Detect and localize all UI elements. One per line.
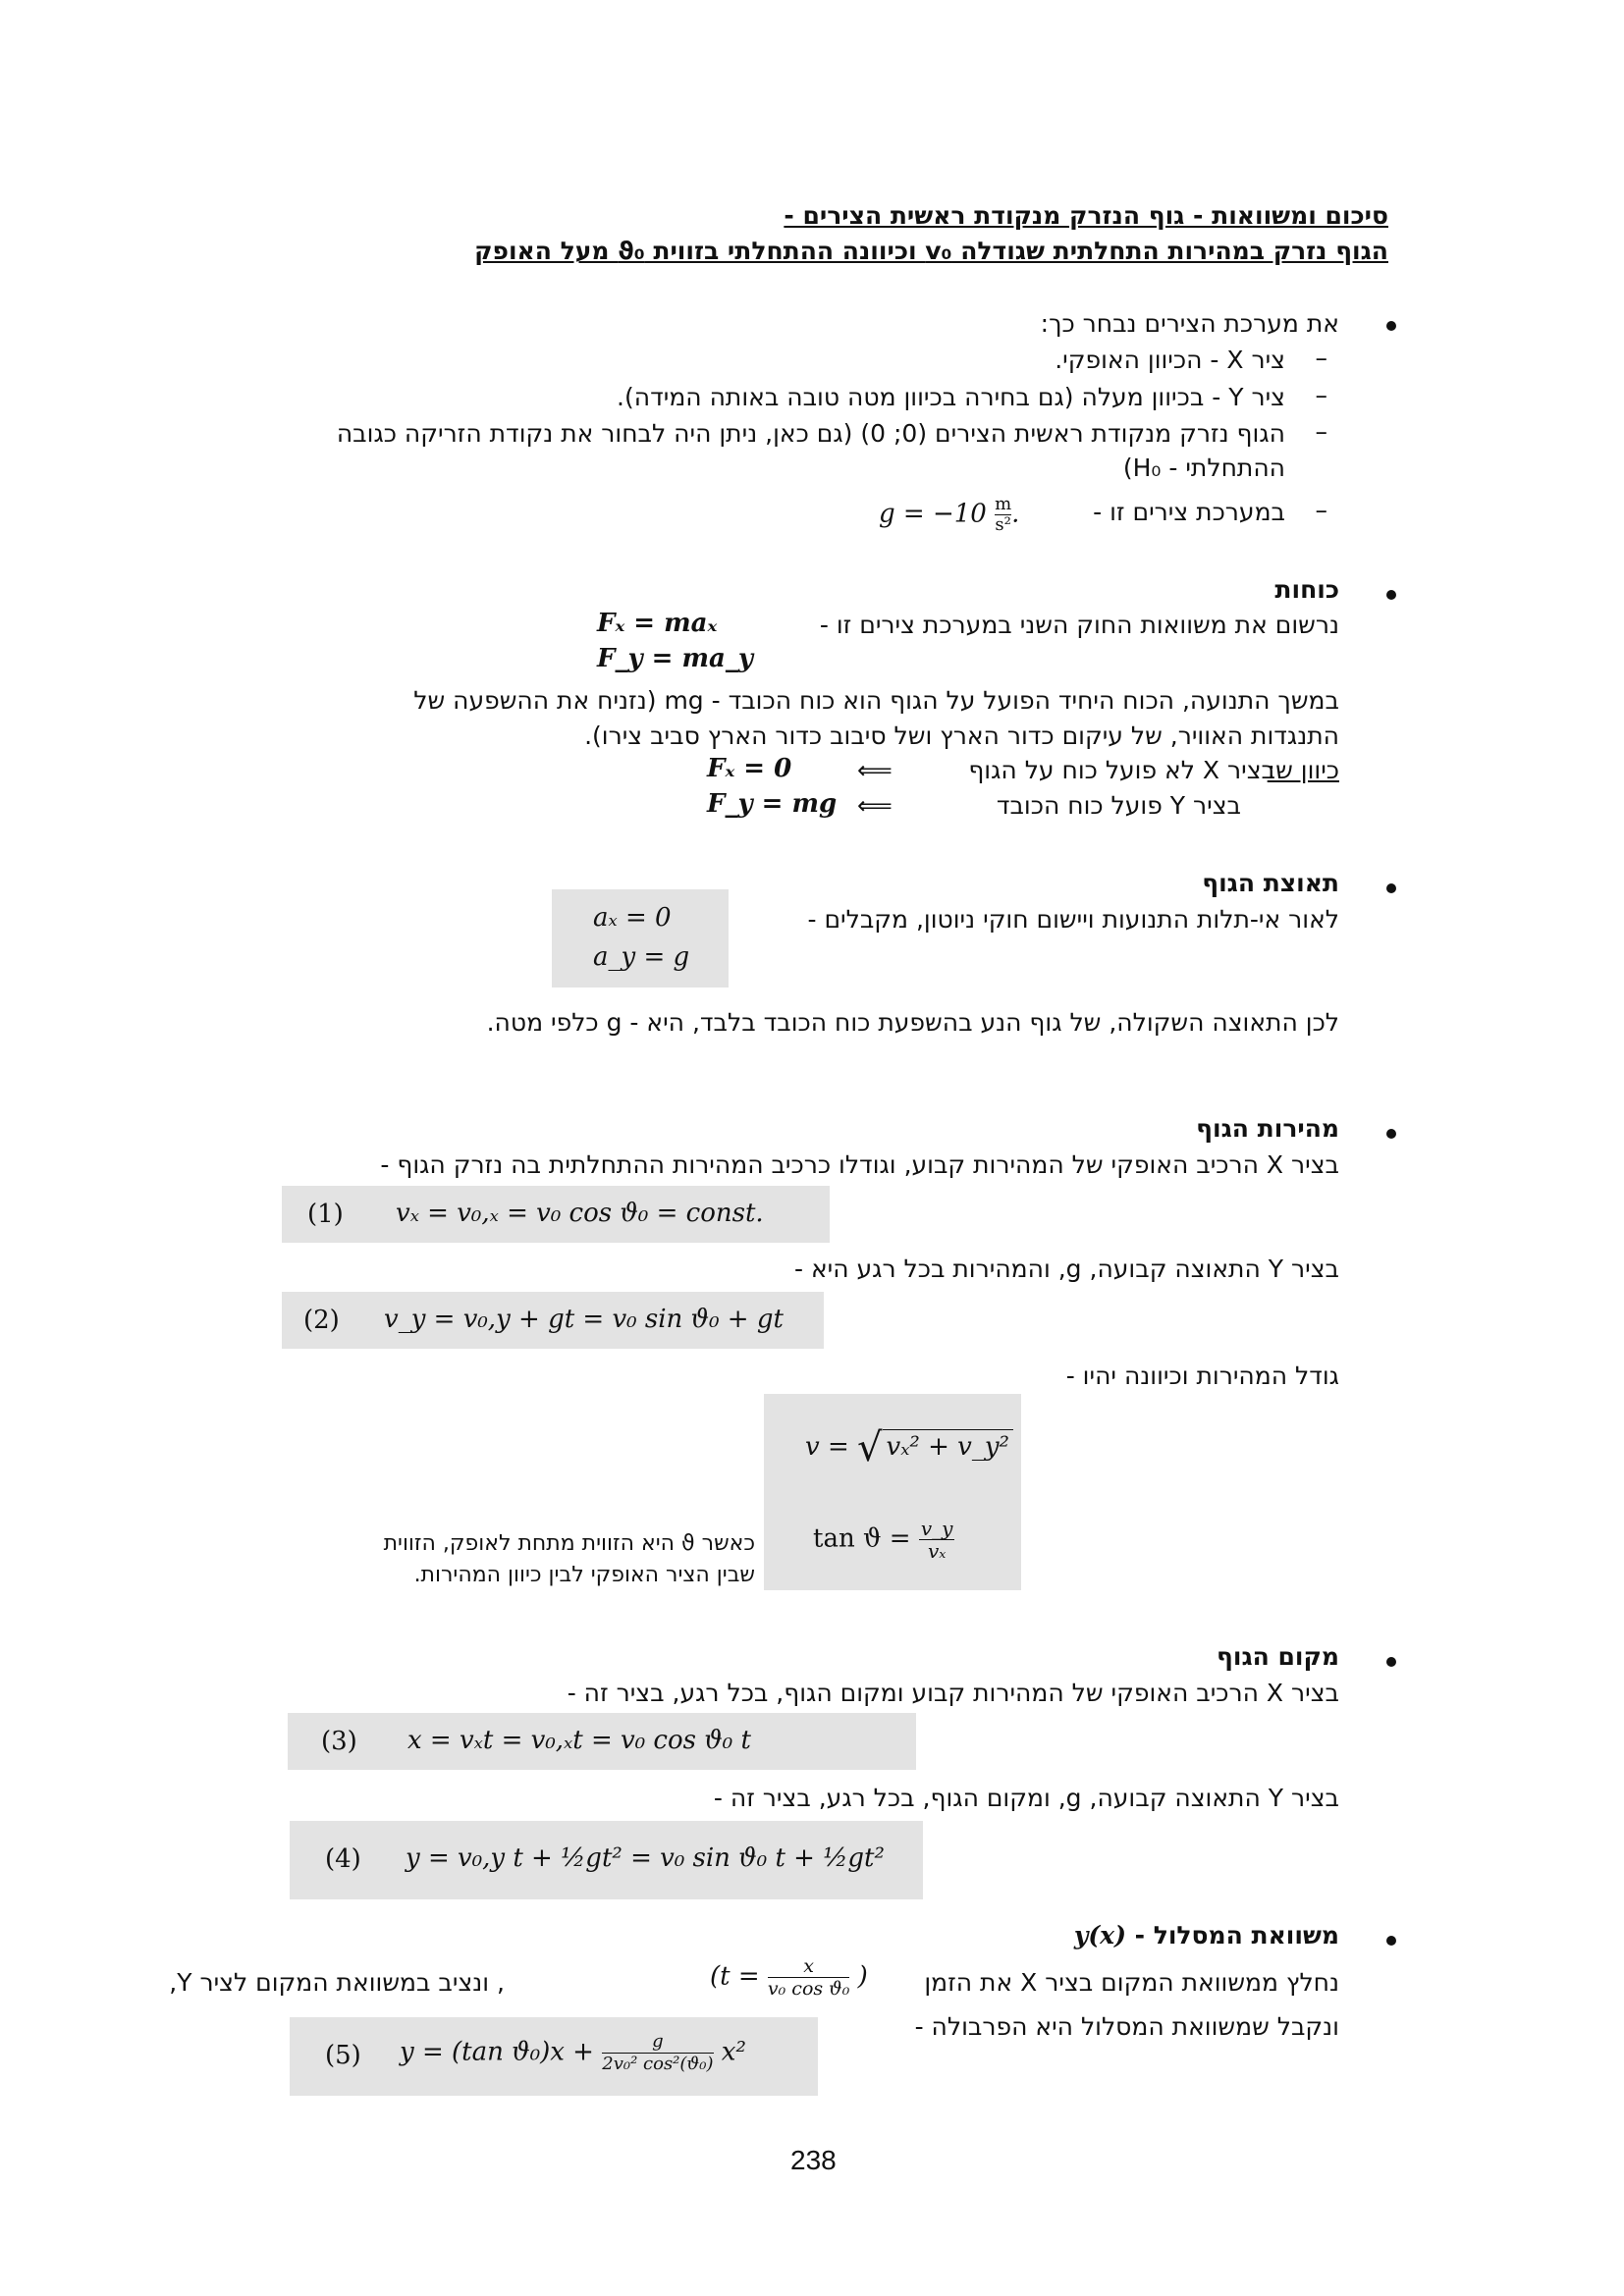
velocity-note-line1: כאשר ϑ היא הזווית מתחת לאופק, הזווית [383, 1531, 755, 1556]
trajectory-line2: ונקבל שמשוואת המסלול היא הפרבולה - [914, 2012, 1339, 2041]
forces-eq-x: Fₓ = maₓ [597, 609, 718, 638]
equation-box-4 [290, 1821, 923, 1899]
position-line2: בציר Y התאוצה קבועה, g, ומקום הגוף, בכל רגע, בציר זה - [713, 1784, 1339, 1812]
force-x-result: Fₓ = 0 [707, 754, 792, 783]
equation-number-5: (5) [325, 2041, 361, 2070]
g-equation: g = −10 $\frac{m}{\text{s²}}$ . [879, 494, 1020, 535]
dash: – [1315, 496, 1327, 524]
speed-equation: v = √ vₓ² + v_y² [805, 1425, 1013, 1470]
equation-number-3: (3) [321, 1727, 357, 1756]
position-line1: בציר X הרכיב האופקי של המהירות קבוע ומקום הגוף, בכל רגע, בציר זה - [567, 1679, 1339, 1707]
equation-box-1 [282, 1186, 830, 1243]
axes-intro: את מערכת הצירים נבחר כך: [1040, 309, 1339, 338]
velocity-magnitude-box [764, 1394, 1021, 1590]
equation-number-2: (2) [303, 1306, 340, 1335]
axes-item-origin: הגוף נזרק מנקודת ראשית הצירים (0; 0) (גם כאן, ניתן היה לבחור את נקודת הזריקה כגובה [336, 419, 1285, 448]
trajectory-heading [1074, 1921, 1339, 1949]
velocity-line2: בציר Y התאוצה קבועה, g, והמהירות בכל רגע היא - [793, 1255, 1339, 1283]
dash: – [1315, 417, 1327, 446]
implies-arrow-y: ⟸ [857, 791, 893, 820]
axes-item-x: ציר X - הכיוון האופקי. [1055, 346, 1285, 374]
page-title-line1: סיכום ומשוואות - גוף הנזרק מנקודת ראשית הצירים - [784, 201, 1388, 230]
force-y-result: F_y = mg [707, 789, 838, 819]
direction-label: כיוון ש: [1267, 756, 1339, 784]
position-heading: מקום הגוף [1217, 1642, 1339, 1671]
forces-line3: התנגדות האוויר, של עיקום כדור הארץ ושל סיבוב כדור הארץ סביב צירו). [584, 721, 1339, 750]
equation-5: y = (tan ϑ₀)x + $\frac{g}{\text{2v₀² cos²(ϑ₀)}}$ x² [400, 2031, 746, 2074]
bullet [1386, 1129, 1396, 1139]
velocity-line1: בציר X הרכיב האופקי של המהירות קבוע, וגודלו כרכיב המהירות ההתחלתית בה נזרק הגוף - [380, 1150, 1339, 1179]
equation-3: x = vₓt = v₀,ₓt = v₀ cos ϑ₀ t [407, 1726, 751, 1755]
accel-eq-y: a_y = g [593, 942, 690, 972]
forces-line2: במשך התנועה, הכוח היחיד הפועל על הגוף הוא כוח הכובד - mg (נזניח את ההשפעה של [413, 686, 1339, 715]
accel-heading: תאוצת הגוף [1202, 869, 1339, 897]
direction-equation: tan ϑ = $\frac{v\_y}{\text{vₓ}}$ [813, 1517, 953, 1563]
forces-heading: כוחות [1274, 575, 1339, 604]
bullet [1386, 883, 1396, 893]
page-title-line2: הגוף נזרק במהירות התחלתית שגודלה v₀ וכיוונה ההתחלתי בזווית ϑ₀ מעל האופק [474, 237, 1388, 265]
page-number: 238 [790, 2145, 837, 2175]
trajectory-line1-b: , ונציב במשוואת המקום לציר Y, [169, 1968, 505, 1997]
equation-4: y = v₀,y t + ½gt² = v₀ sin ϑ₀ t + ½gt² [406, 1843, 885, 1873]
direction-x: בציר X לא פועל כוח על הגוף [968, 756, 1275, 784]
accel-line1: לאור אי-תלות התנועות ויישום חוקי ניוטון, מקבלים - [807, 905, 1339, 934]
equation-box-5 [290, 2017, 818, 2096]
implies-arrow-x: ⟸ [857, 756, 893, 784]
bullet [1386, 321, 1396, 331]
velocity-line3: גודל המהירות וכיוונה יהיו - [1065, 1362, 1339, 1390]
axes-item-origin-cont: ההתחלתי - H₀) [1122, 454, 1285, 482]
bullet [1386, 590, 1396, 600]
equation-2: v_y = v₀,y + gt = v₀ sin ϑ₀ + gt [384, 1305, 784, 1334]
bullet [1386, 1936, 1396, 1946]
equation-box-3 [288, 1713, 916, 1770]
time-equation: (t = $\frac{x}{\text{v₀ cos ϑ₀}}$ ) [710, 1955, 868, 2000]
forces-line1: נרשום את משוואות החוק השני במערכת צירים זו - [819, 611, 1339, 639]
trajectory-heading-math: y(x) [1073, 1921, 1126, 1949]
dash: – [1315, 381, 1327, 409]
accel-eq-x: aₓ = 0 [593, 903, 672, 933]
velocity-heading: מהירות הגוף [1196, 1114, 1339, 1143]
axes-item-y: ציר Y - בכיוון מעלה (גם בחירה בכיוון מטה טובה באותה המידה). [617, 383, 1285, 411]
axes-item-g: במערכת צירים זו - [1093, 498, 1285, 526]
equation-box-2 [282, 1292, 824, 1349]
trajectory-heading-text: משוואת המסלול - [1134, 1921, 1339, 1949]
forces-eq-y: F_y = ma_y [597, 644, 753, 673]
trajectory-line1-a: נחלץ ממשוואת המקום בציר X את הזמן [924, 1968, 1339, 1997]
equation-1: vₓ = v₀,ₓ = v₀ cos ϑ₀ = const. [396, 1199, 764, 1228]
equation-number-1: (1) [307, 1200, 344, 1229]
accel-line2: לכן התאוצה השקולה, של גוף הנע בהשפעת כוח הכובד בלבד, היא - g כלפי מטה. [486, 1008, 1339, 1037]
dash: – [1315, 344, 1327, 372]
bullet [1386, 1657, 1396, 1667]
equation-number-4: (4) [325, 1844, 361, 1874]
accel-equation-box [552, 889, 729, 988]
direction-y: בציר Y פועל כוח הכובד [996, 791, 1241, 820]
velocity-note-line2: שבין הציר האופקי לבין כיוון המהירות. [413, 1563, 755, 1587]
